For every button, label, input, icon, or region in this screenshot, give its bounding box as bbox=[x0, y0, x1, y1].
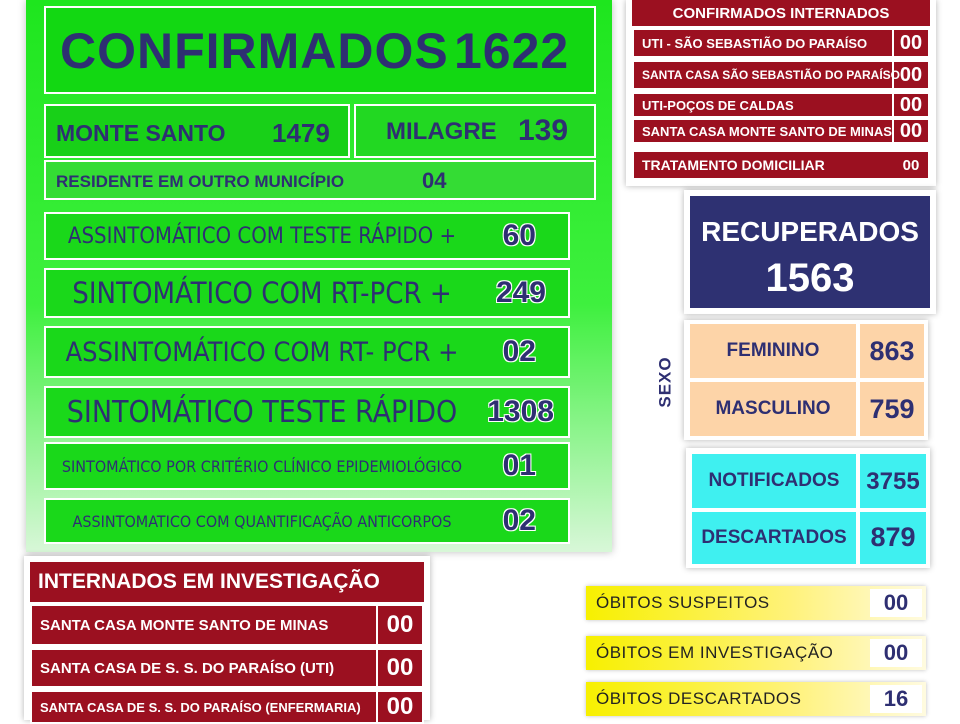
internados-row-value: 00 bbox=[892, 120, 928, 142]
obitos-row-label: ÓBITOS SUSPEITOS bbox=[596, 593, 770, 612]
category-value: 02 bbox=[502, 335, 536, 368]
city-monte-santo bbox=[44, 104, 350, 158]
investigacao-row-value: 00 bbox=[376, 606, 422, 644]
internados-row-value: 00 bbox=[892, 94, 928, 116]
category-row bbox=[44, 326, 570, 378]
notificados-value-box bbox=[860, 454, 926, 508]
masculino-value-box bbox=[860, 382, 924, 436]
notificados-label: NOTIFICADOS bbox=[708, 470, 840, 491]
masculino-label-box bbox=[690, 382, 856, 436]
recuperados-box bbox=[690, 196, 930, 308]
sexo-label: SEXO bbox=[655, 356, 675, 408]
category-row bbox=[44, 268, 570, 318]
internados-row-value: 00 bbox=[892, 62, 928, 88]
investigacao-row bbox=[30, 648, 424, 688]
category-value: 02 bbox=[502, 504, 536, 537]
internados-row-label: UTI - SÃO SEBASTIÃO DO PARAÍSO bbox=[642, 35, 868, 51]
internados-row-label: SANTA CASA SÃO SEBASTIÃO DO PARAÍSO bbox=[642, 68, 901, 82]
obitos-row bbox=[586, 682, 926, 716]
internados-row bbox=[632, 92, 930, 118]
category-value: 01 bbox=[502, 449, 536, 482]
category-row bbox=[44, 212, 570, 260]
masculino-value: 759 bbox=[869, 394, 915, 424]
category-label: SINTOMÁTICO TESTE RÁPIDO bbox=[66, 394, 458, 430]
category-value: 1308 bbox=[487, 395, 554, 428]
category-row bbox=[44, 498, 570, 544]
city-monte-santo-label: MONTE SANTO bbox=[56, 120, 226, 146]
obitos-row-value: 00 bbox=[870, 639, 922, 667]
obitos-row-value: 16 bbox=[870, 685, 922, 713]
category-label: ASSINTOMÁTICO COM RT- PCR + bbox=[65, 336, 459, 368]
obitos-row bbox=[586, 636, 926, 670]
domiciliar-value: 00 bbox=[902, 156, 920, 174]
feminino-value: 863 bbox=[869, 336, 915, 366]
city-monte-santo-value: 1479 bbox=[272, 118, 330, 148]
confirmados-value: 1622 bbox=[454, 23, 570, 79]
feminino-label-box bbox=[690, 324, 856, 378]
descartados-value-box bbox=[860, 512, 926, 564]
category-value: 60 bbox=[502, 219, 536, 252]
feminino-label: FEMININO bbox=[726, 340, 820, 361]
obitos-row bbox=[586, 586, 926, 620]
internados-row-label: UTI-POÇOS DE CALDAS bbox=[642, 97, 794, 113]
city-outro-label: RESIDENTE EM OUTRO MUNICÍPIO bbox=[56, 172, 345, 191]
category-label: SINTOMÁTICO COM RT-PCR + bbox=[72, 276, 452, 310]
descartados-value: 879 bbox=[870, 522, 916, 552]
internados-row bbox=[632, 118, 930, 144]
category-row bbox=[44, 442, 570, 490]
city-milagre bbox=[354, 104, 596, 158]
feminino-value-box bbox=[860, 324, 924, 378]
investigacao-row-label: SANTA CASA MONTE SANTO DE MINAS bbox=[40, 616, 329, 634]
descartados-label: DESCARTADOS bbox=[701, 527, 847, 548]
investigacao-row-value: 00 bbox=[376, 692, 422, 722]
category-value: 249 bbox=[495, 276, 546, 309]
investigacao-row bbox=[30, 690, 424, 724]
notificados-value: 3755 bbox=[866, 468, 920, 495]
obitos-row-label: ÓBITOS EM INVESTIGAÇÃO bbox=[596, 643, 834, 662]
city-outro bbox=[44, 160, 596, 200]
investigacao-row-label: SANTA CASA DE S. S. DO PARAÍSO (UTI) bbox=[40, 659, 335, 677]
investigacao-row bbox=[30, 604, 424, 646]
obitos-row-value: 00 bbox=[870, 589, 922, 617]
internados-title: CONFIRMADOS INTERNADOS bbox=[632, 0, 930, 26]
recuperados-value: 1563 bbox=[765, 256, 855, 300]
confirmados-label: CONFIRMADOS bbox=[60, 23, 449, 79]
category-row bbox=[44, 386, 570, 438]
investigacao-title: INTERNADOS EM INVESTIGAÇÃO bbox=[30, 562, 424, 602]
category-label: ASSINTOMÁTICO COM TESTE RÁPIDO + bbox=[67, 223, 457, 249]
internados-row-label: SANTA CASA MONTE SANTO DE MINAS bbox=[642, 123, 892, 139]
internados-row bbox=[632, 60, 930, 90]
masculino-label: MASCULINO bbox=[715, 398, 831, 419]
internados-row bbox=[632, 28, 930, 58]
internados-row-value: 00 bbox=[892, 30, 928, 56]
category-label: SINTOMÁTICO POR CRITÉRIO CLÍNICO EPIDEMIOLÓGICO bbox=[61, 456, 463, 476]
domiciliar-row bbox=[632, 150, 930, 180]
investigacao-row-value: 00 bbox=[376, 650, 422, 686]
domiciliar-label: TRATAMENTO DOMICILIAR bbox=[642, 157, 825, 173]
city-milagre-label: MILAGRE bbox=[386, 118, 497, 145]
recuperados-label: RECUPERADOS bbox=[701, 216, 919, 247]
investigacao-row-label: SANTA CASA DE S. S. DO PARAÍSO (ENFERMARIA) bbox=[40, 699, 361, 715]
obitos-row-label: ÓBITOS DESCARTADOS bbox=[596, 689, 802, 708]
descartados-label-box bbox=[692, 512, 856, 564]
city-milagre-value: 139 bbox=[518, 114, 569, 147]
sexo-label-wrap bbox=[650, 352, 686, 412]
category-label: ASSINTOMATICO COM QUANTIFICAÇÃO ANTICORPOS bbox=[72, 511, 452, 531]
notificados-label-box bbox=[692, 454, 856, 508]
confirmados-header bbox=[44, 6, 596, 94]
city-outro-value: 04 bbox=[422, 168, 447, 193]
